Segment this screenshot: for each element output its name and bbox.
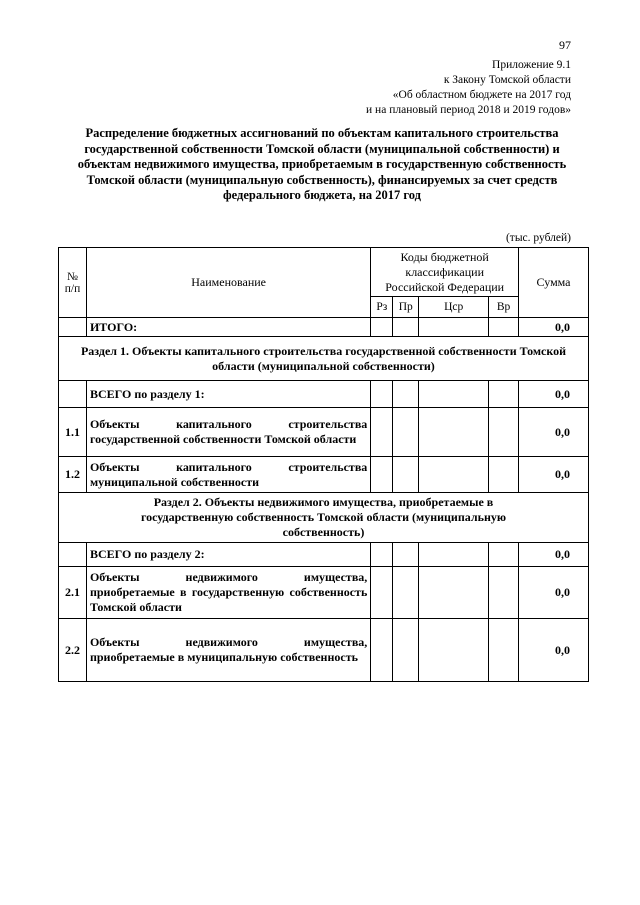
document-title: Распределение бюджетных ассигнований по объектам капитального строительства государственной собственности Томской области (муниципальной собственности) и объектам недвижимого имущества, приобретаемым в государственную собственность Томской области (муниципальную собственность), финансируемых за счет средств федерального бюджета, на 2017 год [77, 126, 567, 202]
total-label: ИТОГО: [86, 318, 370, 337]
header-vr: Вр [489, 297, 519, 318]
total-sum: 0,0 [519, 318, 589, 337]
table-row [59, 619, 589, 682]
appendix-line-4: и на плановый период 2018 и 2019 годов» [366, 104, 571, 116]
table-row [59, 543, 589, 567]
appendix-line-1: Приложение 9.1 [492, 59, 571, 71]
row-name: Объекты капитального строительства муниципальной собственности [86, 457, 370, 493]
appendix-header [366, 58, 571, 118]
header-csr: Цср [419, 297, 489, 318]
row-name: Объекты недвижимого имущества, приобретаемые в муниципальную собственность [86, 619, 370, 682]
section-1-header [59, 337, 589, 381]
row-sum: 0,0 [519, 567, 589, 619]
appendix-line-3: «Об областном бюджете на 2017 год [392, 89, 571, 101]
header-sum: Сумма [519, 248, 589, 318]
table-row [59, 408, 589, 457]
table-row [59, 457, 589, 493]
header-name: Наименование [86, 248, 370, 318]
page-number: 97 [559, 38, 571, 52]
header-rz: Рз [371, 297, 393, 318]
section-1-title: Раздел 1. Объекты капитального строительства государственной собственности Томской области (муниципальной собственности) [59, 337, 589, 381]
section-2-total-label: ВСЕГО по разделу 2: [86, 543, 370, 567]
row-sum: 0,0 [519, 619, 589, 682]
section-2-header [59, 493, 589, 543]
row-sum: 0,0 [519, 408, 589, 457]
row-name: Объекты капитального строительства государственной собственности Томской области [86, 408, 370, 457]
appendix-line-2: к Закону Томской области [443, 74, 571, 86]
row-num: 1.1 [59, 408, 87, 457]
section-1-total-sum: 0,0 [519, 381, 589, 408]
row-sum: 0,0 [519, 457, 589, 493]
row-num: 2.1 [59, 567, 87, 619]
section-2-total-sum: 0,0 [519, 543, 589, 567]
row-num: 1.2 [59, 457, 87, 493]
table-row [59, 567, 589, 619]
header-num: № п/п [59, 248, 87, 318]
header-pr: Пр [393, 297, 419, 318]
section-2-title: Раздел 2. Объекты недвижимого имущества, приобретаемые в государственную собственность Томской области (муниципальную собственность) [59, 493, 589, 543]
section-1-total-label: ВСЕГО по разделу 1: [86, 381, 370, 408]
row-name: Объекты недвижимого имущества, приобретаемые в государственную собственность Томской области [86, 567, 370, 619]
header-codes: Коды бюджетной классификации Российской Федерации [371, 248, 519, 297]
units-label: (тыс. рублей) [505, 232, 571, 244]
row-num: 2.2 [59, 619, 87, 682]
budget-table [58, 247, 589, 682]
total-row [59, 318, 589, 337]
table-row [59, 381, 589, 408]
